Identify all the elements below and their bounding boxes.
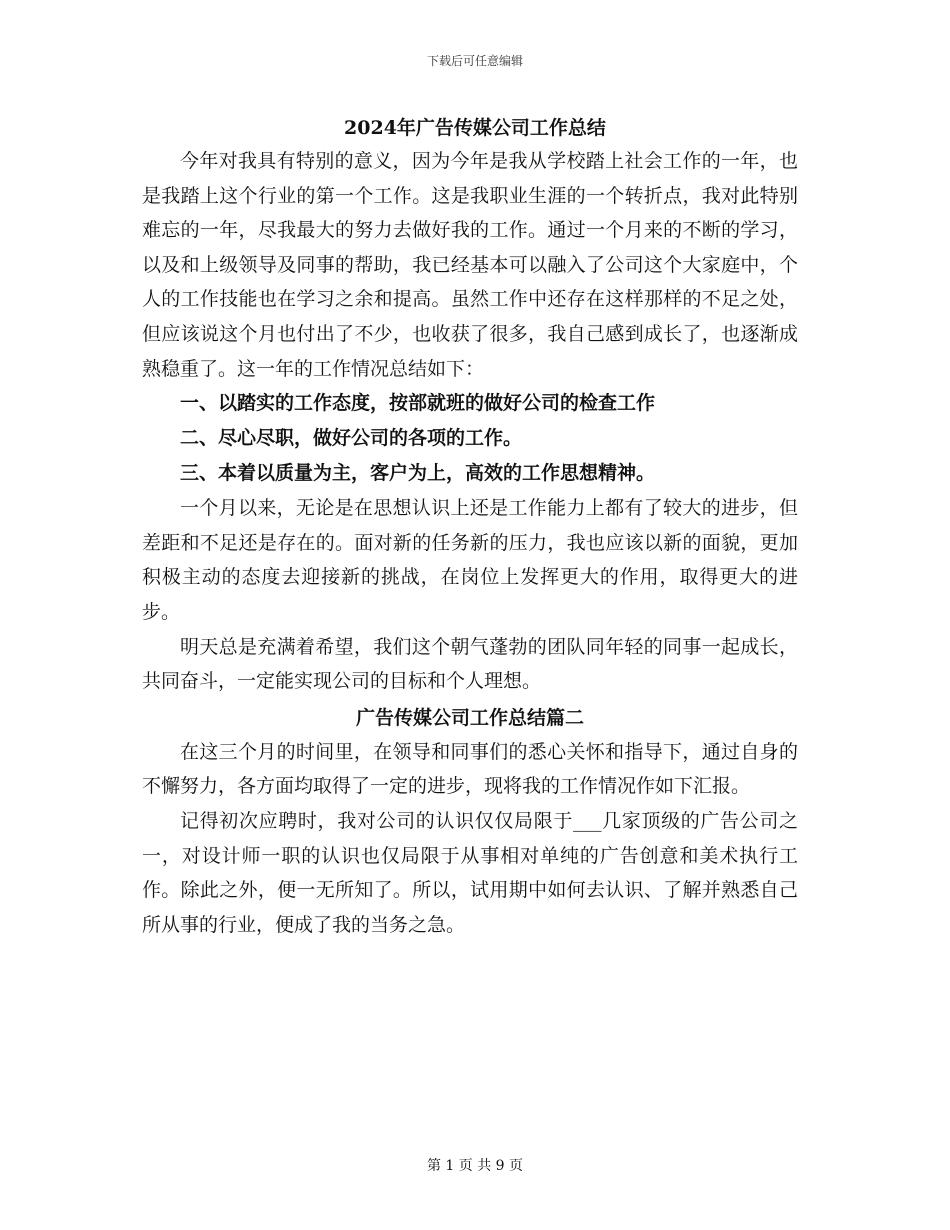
document-title: 2024年广告传媒公司工作总结 bbox=[344, 117, 606, 139]
header-note: 下载后可任意编辑 bbox=[426, 54, 523, 68]
future-paragraph: 明天总是充满着希望，我们这个朝气蓬勃的团队同年轻的同事一起成长，共同奋斗，一定能实现公司的目标和个人理想。 bbox=[142, 635, 798, 693]
section2-paragraph-1: 在这三个月的时间里，在领导和同事们的悉心关怀和指导下，通过自身的不懈努力，各方面均取得了一定的进步，现将我的工作情况作如下汇报。 bbox=[142, 740, 798, 798]
page-number: 第 1 页 共 9 页 bbox=[426, 1158, 524, 1174]
document-body bbox=[142, 112, 798, 942]
point-3: 三、本着以质量为主，客户为上，高效的工作思想精神。 bbox=[180, 462, 656, 485]
point-1: 一、以踏实的工作态度，按部就班的做好公司的检查工作 bbox=[180, 392, 656, 415]
section2-title: 广告传媒公司工作总结篇二 bbox=[355, 706, 584, 729]
point-2: 二、尽心尽职，做好公司的各项的工作。 bbox=[180, 427, 523, 450]
progress-paragraph: 一个月以来，无论是在思想认识上还是工作能力上都有了较大的进步，但差距和不足还是存在的。面对新的任务新的压力，我也应该以新的面貌，更加积极主动的态度去迎接新的挑战，在岗位上发挥更大的作用，取得更大的进步。 bbox=[142, 497, 798, 623]
intro-paragraph: 今年对我具有特别的意义，因为今年是我从学校踏上社会工作的一年，也是我踏上这个行业的第一个工作。这是我职业生涯的一个转折点，我对此特别难忘的一年，尽我最大的努力去做好我的工作。通过一个月来的不断的学习，以及和上级领导及同事的帮助，我已经基本可以融入了公司这个大家庭中，个人的工作技能也在学习之余和提高。虽然工作中还存在这样那样的不足之处，但应该说这个月也付出了不少，也收获了很多，我自己感到成长了，也逐渐成熟稳重了。这一年的工作情况总结如下： bbox=[142, 150, 798, 380]
section2-paragraph-2: 记得初次应聘时，我对公司的认识仅仅局限于___几家顶级的广告公司之一，对设计师一职的认识也仅局限于从事相对单纯的广告创意和美术执行工作。除此之外，便一无所知了。所以，试用期中如何去认识、了解并熟悉自己所从事的行业，便成了我的当务之急。 bbox=[142, 809, 798, 936]
